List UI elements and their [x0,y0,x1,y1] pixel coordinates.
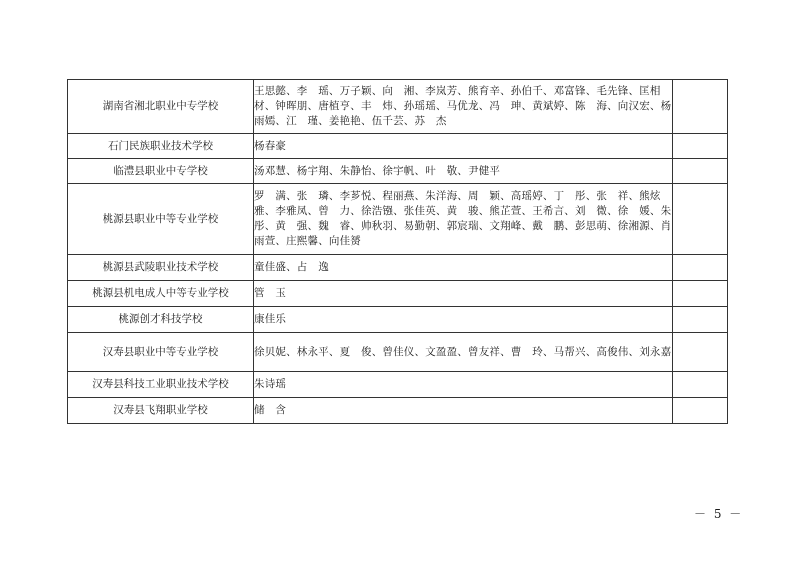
school-name-cell: 汉寿县职业中等专业学校 [68,333,254,372]
remarks-cell [673,159,728,184]
school-name-cell: 汉寿县飞翔职业学校 [68,398,254,424]
remarks-cell [673,307,728,333]
table-row [68,281,728,307]
table-row [68,134,728,159]
student-names-cell: 汤邓慧、杨宇翔、朱静怡、徐宇帆、叶 敬、尹健平 [254,159,673,184]
table-row [68,307,728,333]
remarks-cell [673,333,728,372]
school-name-cell: 桃源县职业中等专业学校 [68,184,254,255]
student-names-cell: 管 玉 [254,281,673,307]
school-name-cell: 临澧县职业中专学校 [68,159,254,184]
remarks-cell [673,372,728,398]
table-row [68,255,728,281]
remarks-cell [673,80,728,134]
table-row [68,398,728,424]
table-row [68,184,728,255]
remarks-cell [673,134,728,159]
school-name-cell: 桃源县武陵职业技术学校 [68,255,254,281]
remarks-cell [673,398,728,424]
school-name-cell: 石门民族职业技术学校 [68,134,254,159]
student-names-cell: 杨春豪 [254,134,673,159]
remarks-cell [673,184,728,255]
award-roster-table [67,79,728,424]
table-row [68,372,728,398]
table-row [68,159,728,184]
student-names-cell: 储 含 [254,398,673,424]
student-names-cell: 童佳盛、占 逸 [254,255,673,281]
school-name-cell: 汉寿县科技工业职业技术学校 [68,372,254,398]
remarks-cell [673,281,728,307]
table-row [68,333,728,372]
student-names-cell: 罗 满、张 璘、李芗悦、程丽燕、朱洋海、周 颖、高瑶婷、丁 彤、张 祥、熊炫雅、李雅凤、曾 力、徐浩镪、张佳英、黄 骏、熊芷萱、王希言、刘 微、徐 媛、朱 彤、黄 强、魏 睿、帅秋羽、易勤朝、郭宸瑞、文翔峰、戴 鹏、彭思萌、徐湘源、肖雨萱、庄熙馨、向佳赟 [254,184,673,255]
student-names-cell: 王思懿、李 瑶、万子颖、向 湘、李岚芳、熊育辛、孙伯千、邓富锋、毛先锋、匡相材、钟晖朋、唐植亨、丰 炜、孙瑶瑶、马优龙、冯 珅、黄斌婷、陈 海、向汉宏、杨雨嫣、江 瑾、姜艳艳、伍千芸、苏 杰 [254,80,673,134]
school-name-cell: 桃源创才科技学校 [68,307,254,333]
school-name-cell: 桃源县机电成人中等专业学校 [68,281,254,307]
remarks-cell [673,255,728,281]
school-name-cell: 湖南省湘北职业中专学校 [68,80,254,134]
student-names-cell: 朱诗瑶 [254,372,673,398]
table-row [68,80,728,134]
page-number: － 5 － [694,507,744,521]
student-names-cell: 康佳乐 [254,307,673,333]
student-names-cell: 徐贝妮、林永平、夏 俊、曾佳仪、文盈盈、曾友祥、曹 玲、马帮兴、高俊伟、刘永嘉 [254,333,673,372]
